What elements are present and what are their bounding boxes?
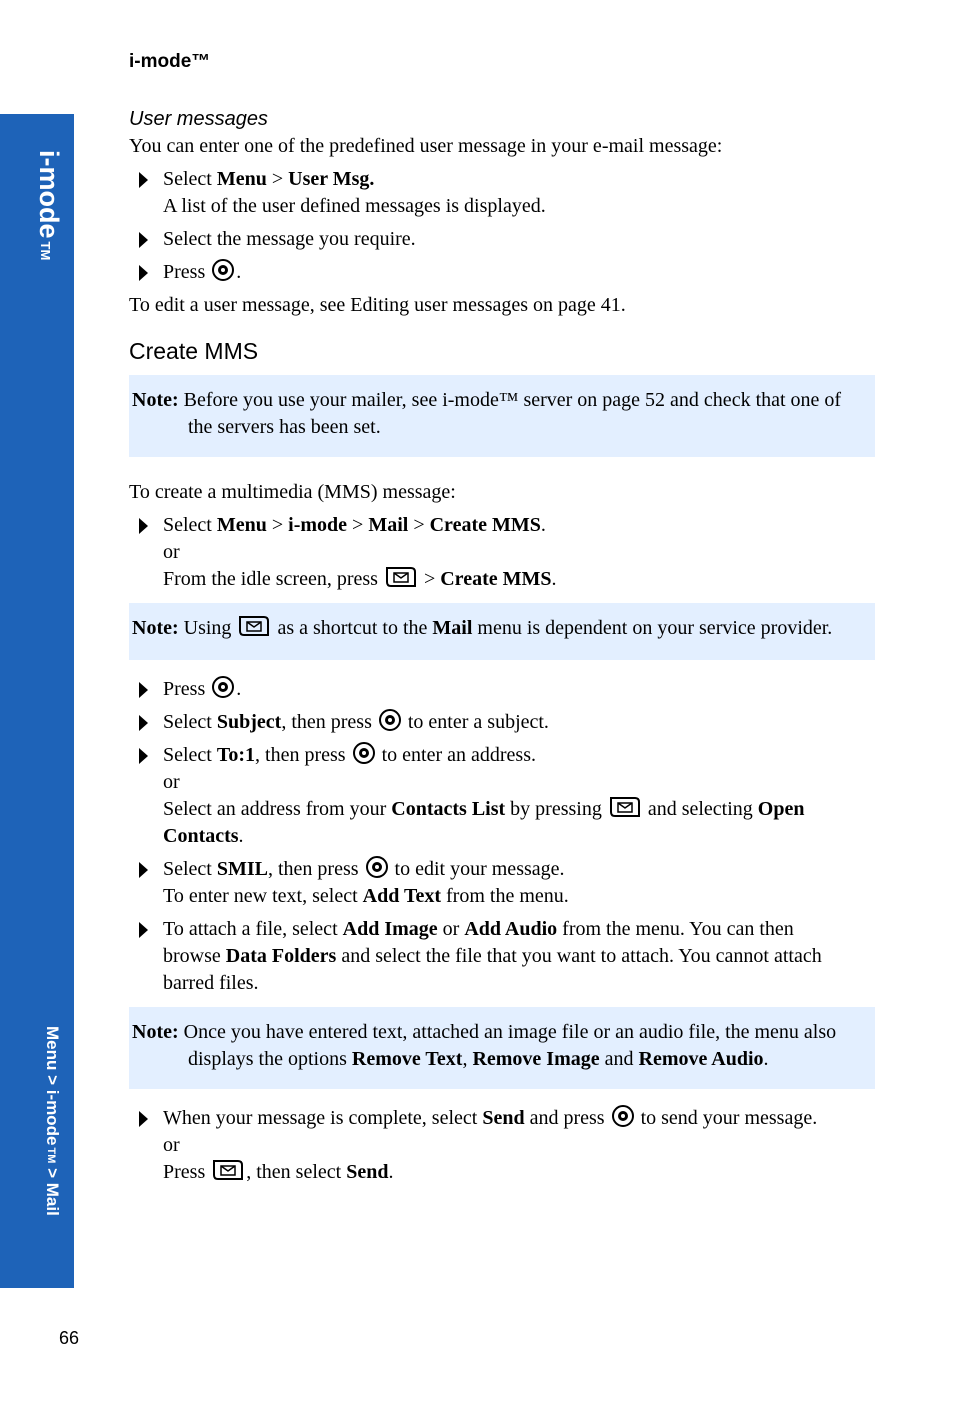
bullet-arrow-icon — [139, 748, 148, 764]
navigation-key-icon — [612, 1105, 634, 1127]
bullet-arrow-icon — [139, 715, 148, 731]
mail-key-icon — [385, 566, 417, 588]
bullet-arrow-icon — [139, 172, 148, 188]
bullet-arrow-icon — [139, 682, 148, 698]
mail-key-icon — [609, 796, 641, 818]
list-item: Select Menu > User Msg. A list of the user defined messages is displayed. — [129, 166, 875, 220]
note-box: Note: Using as a shortcut to the Mail menu is dependent on your service provider. — [129, 603, 875, 660]
list-item: Press . — [129, 259, 875, 286]
list-item: Select Menu > i-mode > Mail > Create MMS. or From the idle screen, press > Create MMS. — [129, 512, 875, 593]
list-item: Press . — [129, 676, 875, 703]
bullet-arrow-icon — [139, 518, 148, 534]
user-messages-intro: You can enter one of the predefined user message in your e-mail message: — [129, 135, 723, 157]
list-item: Select SMIL, then press to edit your message. To enter new text, select Add Text from the menu. — [129, 856, 875, 910]
list-item: Select Subject, then press to enter a subject. — [129, 709, 875, 736]
navigation-key-icon — [212, 259, 234, 281]
user-messages-heading: User messages — [129, 108, 268, 130]
note-box: Note: Before you use your mailer, see i-mode™ server on page 52 and check that one of the servers has been set. — [129, 375, 875, 457]
mail-key-icon — [238, 615, 270, 637]
mail-key-icon — [212, 1159, 244, 1181]
list-item: To attach a file, select Add Image or Add Audio from the menu. You can then browse Data Folders and select the file that you want to attach. You cannot attach barred files. — [129, 916, 875, 997]
edit-reference: To edit a user message, see Editing user messages on page 41. — [129, 294, 626, 316]
navigation-key-icon — [366, 856, 388, 878]
running-header: i-mode™ — [129, 51, 211, 72]
side-tab — [0, 114, 74, 1288]
side-tab-title: i-modeTM — [34, 150, 64, 261]
page-number: 66 — [59, 1328, 80, 1348]
create-mms-intro: To create a multimedia (MMS) message: — [129, 481, 456, 503]
list-item: When your message is complete, select Send and press to send your message. or Press , then select Send. — [129, 1105, 875, 1186]
side-tab-breadcrumb: Menu > i-modeTM > Mail — [43, 1026, 62, 1216]
bullet-arrow-icon — [139, 862, 148, 878]
list-item: Select the message you require. — [129, 226, 875, 253]
navigation-key-icon — [212, 676, 234, 698]
create-mms-heading: Create MMS — [129, 338, 259, 364]
list-item: Select To:1, then press to enter an address. or Select an address from your Contacts List by pressing and selecting Open Contacts. — [129, 742, 875, 850]
note-box: Note: Once you have entered text, attached an image file or an audio file, the menu also displays the options Remove Text, Remove Image and Remove Audio. — [129, 1007, 875, 1089]
navigation-key-icon — [353, 742, 375, 764]
bullet-arrow-icon — [139, 922, 148, 938]
bullet-arrow-icon — [139, 1111, 148, 1127]
navigation-key-icon — [379, 709, 401, 731]
page-content — [129, 105, 875, 1186]
bullet-arrow-icon — [139, 232, 148, 248]
bullet-arrow-icon — [139, 265, 148, 281]
